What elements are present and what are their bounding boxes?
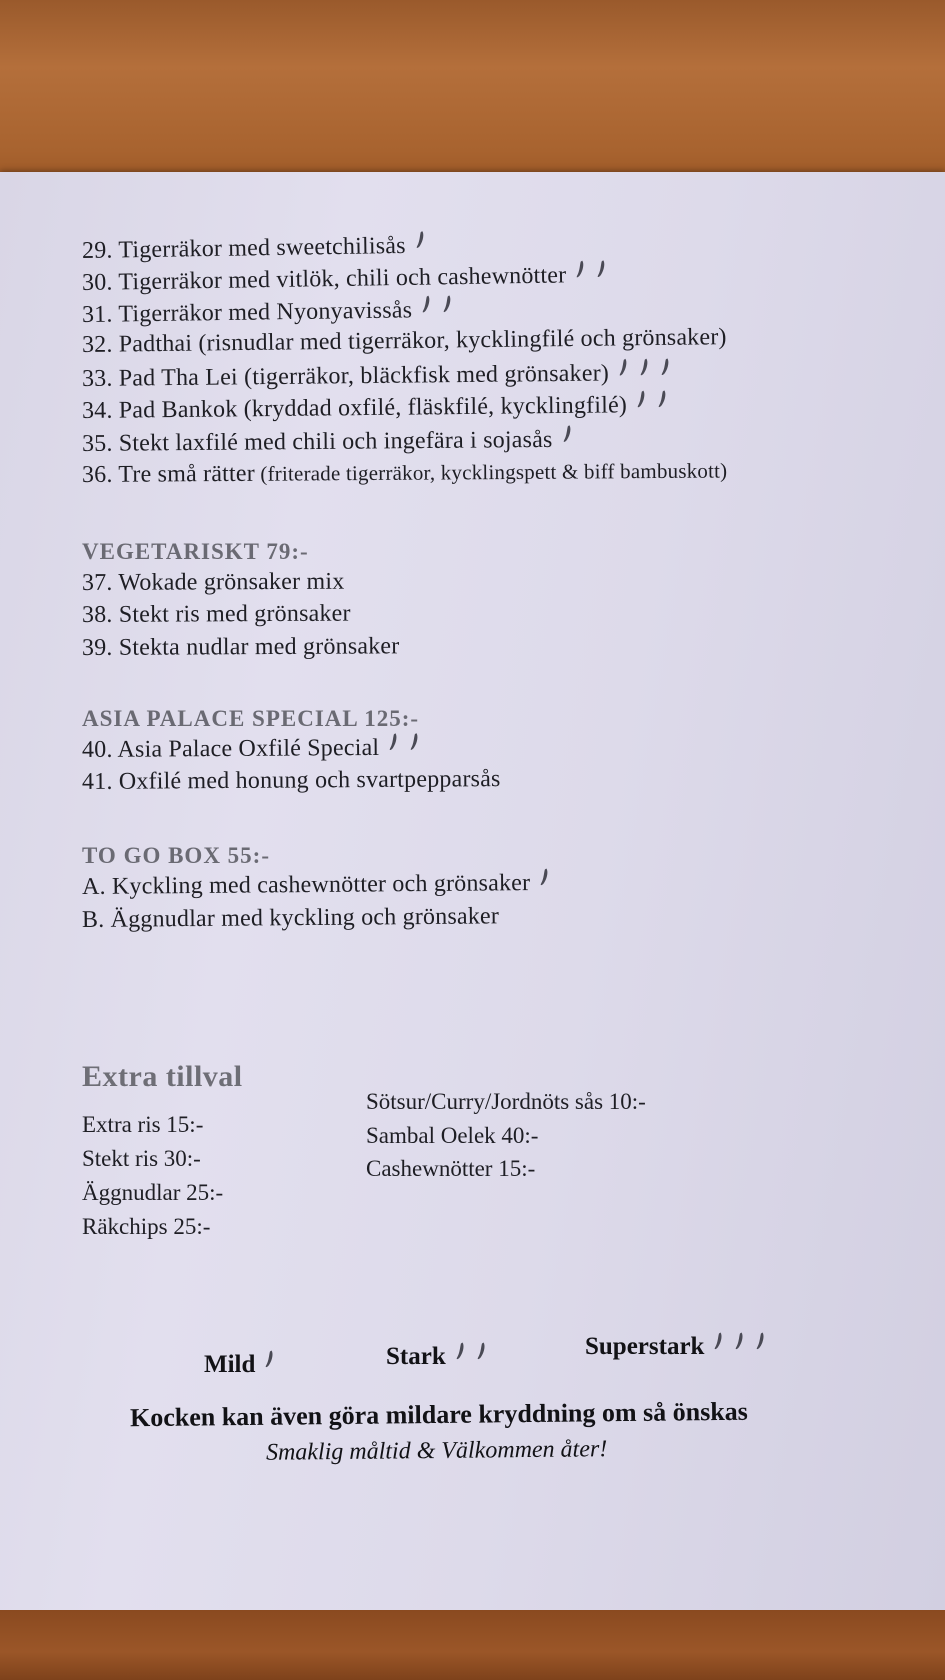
extra-item: Räkchips 25:- — [82, 1214, 211, 1239]
menu-item-text: A. Kyckling med cashewnötter och grönsaker — [81, 870, 531, 900]
chili-icon — [456, 1342, 465, 1360]
menu-item-description: (friterade tigerräkor, kycklingspett & biff bambuskott) — [254, 458, 728, 486]
chili-icon — [640, 358, 649, 376]
spice-note: Kocken kan även göra mildare kryddning om så önskas — [129, 1396, 748, 1433]
menu-item — [82, 295, 453, 329]
menu-item-text: 30. Tigerräkor med vitlök, chili och cashewnötter — [81, 262, 567, 296]
vegetarian-item — [82, 569, 345, 597]
chili-icon — [714, 1332, 723, 1350]
menu-page — [0, 172, 945, 1612]
special-heading: ASIA PALACE SPECIAL 125:- — [82, 706, 420, 731]
chili-icon — [576, 260, 585, 278]
chili-icon — [422, 295, 431, 313]
menu-item-text: 35. Stekt laxfilé med chili och ingefära i sojasås — [81, 426, 553, 457]
menu-item-text: 38. Stekt ris med grönsaker — [81, 600, 351, 628]
chili-icon — [443, 295, 452, 313]
chili-icon — [661, 358, 670, 376]
chili-icon — [619, 358, 628, 376]
vegetarian-heading: VEGETARISKT 79:- — [82, 539, 309, 564]
menu-item — [82, 358, 670, 393]
menu-item-text: 31. Tigerräkor med Nyonyavissås — [81, 297, 413, 328]
menu-item-text: 33. Pad Tha Lei (tigerräkor, bläckfisk med grönsaker) — [81, 360, 610, 392]
signoff: Smaklig måltid & Välkommen åter! — [265, 1436, 608, 1466]
chili-icon — [735, 1332, 744, 1350]
chili-icon — [265, 1350, 274, 1368]
spice-legend-label: Superstark — [585, 1333, 705, 1360]
chili-icon — [637, 390, 646, 408]
extra-item: Extra ris 15:- — [82, 1112, 204, 1137]
menu-item-text: 29. Tigerräkor med sweetchilisås — [81, 232, 406, 264]
menu-item — [82, 324, 727, 359]
chili-icon — [562, 425, 571, 443]
extra-item: Sambal Oelek 40:- — [366, 1123, 539, 1148]
spice-legend-stark — [386, 1342, 486, 1371]
to-go-item — [82, 868, 550, 901]
menu-item-text: 40. Asia Palace Oxfilé Special — [81, 734, 380, 763]
spice-legend-label: Stark — [386, 1343, 446, 1370]
extra-item: Stekt ris 30:- — [82, 1146, 201, 1171]
extra-item: Cashewnötter 15:- — [366, 1156, 536, 1181]
chili-icon — [410, 733, 419, 751]
chili-icon — [389, 733, 398, 751]
chili-icon — [477, 1342, 486, 1360]
spice-legend-label: Mild — [204, 1351, 256, 1378]
menu-item — [82, 390, 667, 425]
to-go-item — [82, 903, 499, 934]
menu-item — [82, 425, 572, 458]
menu-item-text: B. Äggnudlar med kyckling och grönsaker — [81, 903, 500, 933]
chili-icon — [658, 390, 667, 408]
to-go-heading: TO GO BOX 55:- — [82, 843, 271, 868]
menu-item-text: 32. Padthai (risnudlar med tigerräkor, kycklingfilé och grönsaker) — [81, 324, 727, 358]
special-item — [82, 766, 501, 796]
table-surface — [0, 1610, 945, 1680]
extras-title: Extra tillval — [82, 1060, 243, 1093]
extra-item: Sötsur/Curry/Jordnöts sås 10:- — [366, 1089, 646, 1114]
chili-icon — [756, 1332, 765, 1350]
extra-item: Äggnudlar 25:- — [82, 1180, 224, 1205]
vegetarian-item — [82, 601, 351, 629]
menu-content — [0, 172, 945, 1612]
chili-icon — [415, 231, 424, 249]
special-item — [82, 733, 419, 764]
menu-item-text: 34. Pad Bankok (kryddad oxfilé, fläskfilé, kycklingfilé) — [81, 392, 628, 424]
vegetarian-item — [82, 633, 400, 662]
spice-legend-superstark — [585, 1332, 765, 1361]
chili-icon — [597, 260, 606, 278]
chili-icon — [540, 868, 549, 886]
menu-item-text: 39. Stekta nudlar med grönsaker — [81, 633, 400, 661]
menu-item-text: 37. Wokade grönsaker mix — [81, 568, 345, 596]
menu-item-text: 36. Tre små rätter — [81, 460, 256, 488]
menu-item — [82, 231, 425, 265]
menu-item — [82, 260, 607, 297]
menu-item — [82, 457, 728, 489]
menu-item-text: 41. Oxfilé med honung och svartpepparsås — [81, 766, 501, 795]
spice-legend-mild — [204, 1350, 274, 1379]
